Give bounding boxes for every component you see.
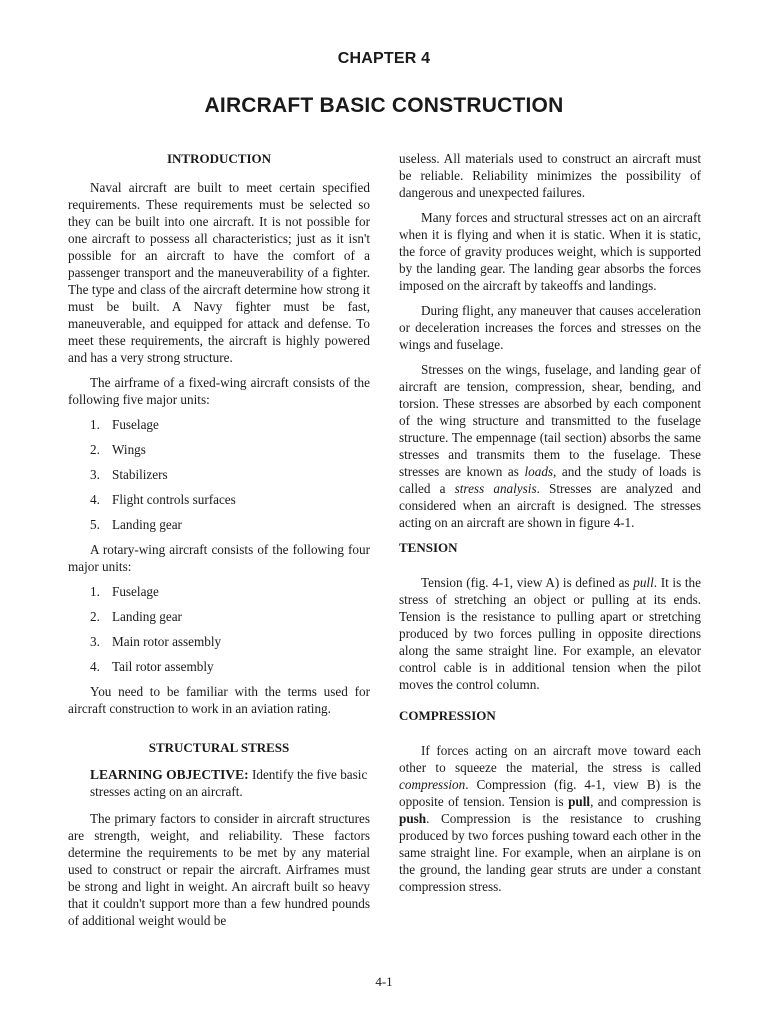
- tension-paragraph: [399, 574, 701, 693]
- list-item: [90, 466, 370, 483]
- list-item-label: Landing gear: [112, 609, 182, 624]
- chapter-title: AIRCRAFT BASIC CONSTRUCTION: [204, 94, 564, 117]
- list-item-label: Main rotor assembly: [112, 634, 222, 649]
- list-item-label: Tail rotor assembly: [112, 659, 214, 674]
- push-bold: push: [399, 811, 427, 826]
- list-item: [90, 416, 370, 433]
- list-item: [90, 441, 370, 458]
- compression-text-1: If forces acting on an aircraft move toward each other to squeeze the material, the stress is called: [399, 743, 701, 775]
- learning-objective: [68, 766, 370, 800]
- primary-factors-paragraph: The primary factors to consider in aircraft structures are strength, weight, and reliability. These factors determine the requirements to be met by any material used to construct or repair the aircraft. Airframes must be strong and light in weight. An aircraft built so heavy that it couldn't support more than a few hundred pounds of additional weight would be: [68, 811, 370, 928]
- stresses-text-3: . Stresses are analyzed and considered when an aircraft is designed. The stresses acting on an aircraft are shown in figure 4-1.: [399, 481, 701, 530]
- rotary-wing-unit-list: [68, 583, 370, 675]
- compression-paragraph: [399, 742, 701, 895]
- intro-paragraph: Naval aircraft are built to meet certain specified requirements. These requirements must be selected so they can be built into one aircraft. It is not possible for one aircraft to possess all characteristics; just as it isn't possible for an aircraft to have the comfort of a passenger transport and the maneuverability of a fighter. The type and class of the aircraft determine how strong it must be built. A Navy fighter must be fast, maneuverable, and equipped for attack and defense. To meet these requirements, the aircraft is highly powered and has a very strong structure.: [68, 180, 370, 365]
- stresses-paragraph: [399, 361, 701, 531]
- list-item-number: 1.: [90, 584, 100, 599]
- list-item-number: 2.: [90, 442, 100, 457]
- list-item: [90, 516, 370, 533]
- fixed-wing-intro: The airframe of a fixed-wing aircraft consists of the following five major units:: [68, 375, 370, 407]
- list-item-label: Landing gear: [112, 517, 182, 532]
- stresses-text-1: Stresses on the wings, fuselage, and landing gear of aircraft are tension, compression, shear, bending, and torsion. These stresses are absorbed by each component of the wing structure and transmitted to the fuselage structure. The empennage (tail section) absorbs the same stresses and transmits them to the fuselage. These stresses are known as: [399, 362, 701, 479]
- compression-text-4: . Compression is the resistance to crushing produced by two forces pushing toward each other in the same straight line. For example, when an airplane is on the ground, the landing gear struts are under a constant compression stress.: [399, 811, 701, 894]
- introduction-heading: INTRODUCTION: [166, 151, 271, 166]
- pull-bold: pull: [568, 794, 591, 809]
- tension-text-2: . It is the stress of stretching an object or pulling at its ends. Tension is the resistance to pulling apart or stretching produced by two forces pulling in opposite directions along the same straight line. For example, an elevator control cable is in additional tension when the pilot moves the control column.: [399, 575, 701, 692]
- left-column: [68, 150, 370, 937]
- tension-text-1: Tension (fig. 4-1, view A) is defined as: [421, 575, 634, 590]
- useless-paragraph: useless. All materials used to construct an aircraft must be reliable. Reliability minimizes the possibility of dangerous and unexpected failures.: [399, 151, 701, 200]
- flight-paragraph: During flight, any maneuver that causes acceleration or deceleration increases the forces and stresses on the wings and fuselage.: [399, 303, 701, 352]
- loads-term: loads: [524, 464, 554, 479]
- compression-text-2: . Compression (fig. 4-1, view B) is the opposite of tension. Tension is: [399, 777, 701, 809]
- learning-objective-label: LEARNING OBJECTIVE:: [90, 767, 249, 782]
- stress-analysis-term: stress analysis: [454, 481, 537, 496]
- compression-heading: COMPRESSION: [399, 708, 496, 723]
- list-item-label: Fuselage: [112, 584, 159, 599]
- list-item-number: 5.: [90, 517, 100, 532]
- list-item-label: Stabilizers: [112, 467, 168, 482]
- list-item-number: 3.: [90, 634, 100, 649]
- pull-term: pull: [633, 575, 654, 590]
- familiar-paragraph: You need to be familiar with the terms used for aircraft construction to work in an aviation rating.: [68, 684, 370, 716]
- stresses-text-2: , and the study of loads is called a: [399, 464, 701, 496]
- list-item-number: 4.: [90, 492, 100, 507]
- learning-objective-text: Identify the five basic stresses acting on an aircraft.: [90, 767, 368, 799]
- list-item-number: 2.: [90, 609, 100, 624]
- compression-term: compression: [399, 777, 466, 792]
- rotary-wing-intro: A rotary-wing aircraft consists of the following four major units:: [68, 542, 370, 574]
- list-item: [90, 491, 370, 508]
- tension-heading: TENSION: [399, 540, 458, 555]
- chapter-label: CHAPTER 4: [337, 50, 431, 67]
- list-item: [90, 633, 370, 650]
- forces-paragraph: Many forces and structural stresses act on an aircraft when it is flying and when it is static. When it is static, the force of gravity produces weight, which is supported by the landing gear. The landing gear absorbs the forces imposed on the aircraft by takeoffs and landings.: [399, 210, 701, 293]
- list-item: [90, 658, 370, 675]
- page-number: 4-1: [375, 974, 393, 989]
- list-item-number: 3.: [90, 467, 100, 482]
- list-item: [90, 608, 370, 625]
- list-item-label: Flight controls surfaces: [112, 492, 236, 507]
- right-column: [399, 150, 701, 903]
- list-item-label: Wings: [112, 442, 146, 457]
- compression-text-3: , and compression is: [590, 794, 702, 809]
- fixed-wing-unit-list: [68, 416, 370, 533]
- list-item-number: 1.: [90, 417, 100, 432]
- structural-stress-heading: STRUCTURAL STRESS: [148, 740, 290, 755]
- list-item-number: 4.: [90, 659, 100, 674]
- list-item: [90, 583, 370, 600]
- list-item-label: Fuselage: [112, 417, 159, 432]
